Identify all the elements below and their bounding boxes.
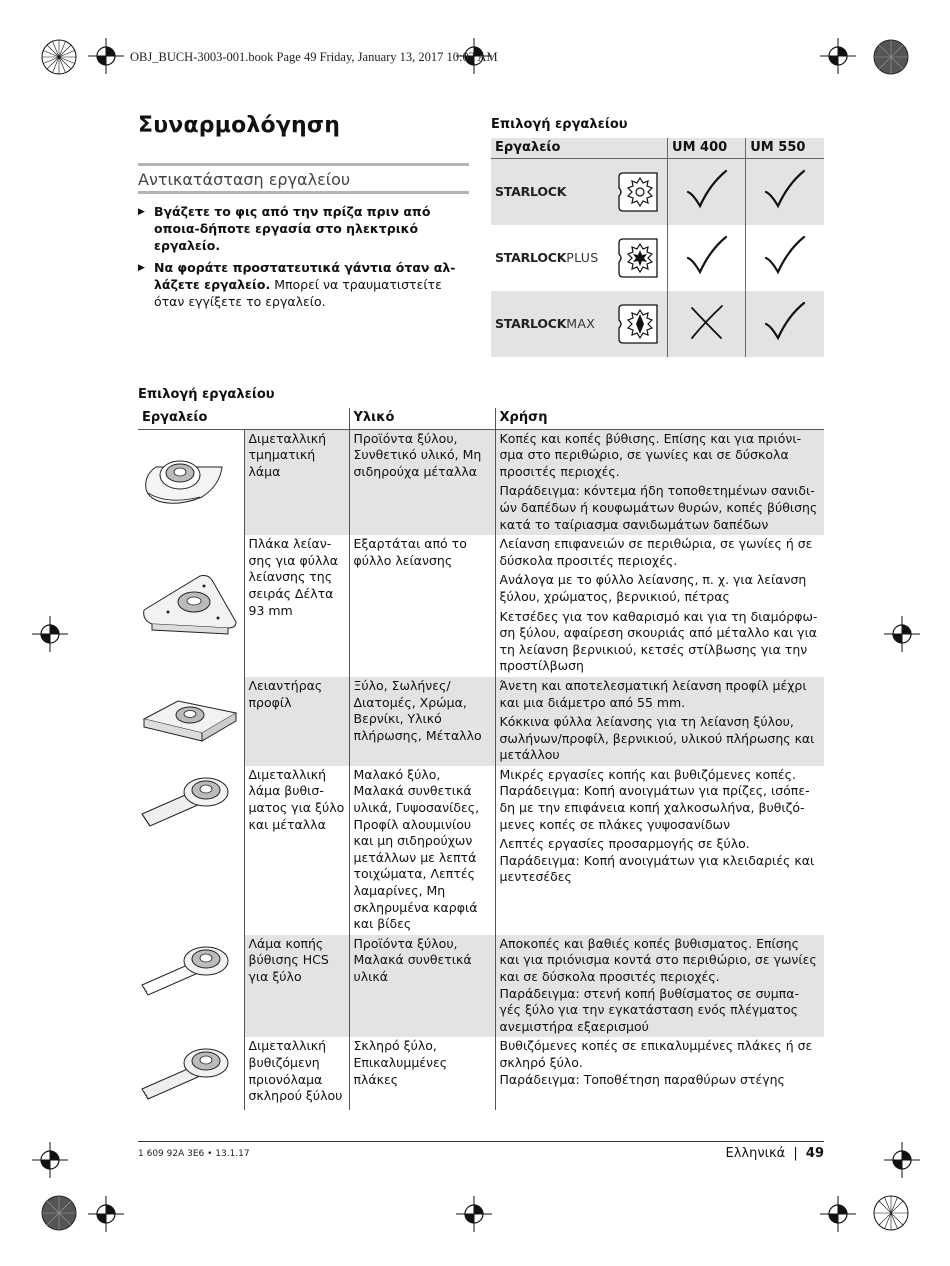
section-rule-top [138,163,469,166]
hcs-plunge-blade-icon [138,937,242,1001]
bullet-bold-text: Να φοράτε προστατευτικά γάντια όταν αλ-λάζετε εργαλείο. [154,260,456,292]
gray-registration-mark-icon [38,1192,80,1234]
use-paragraph: Άνετη και αποτελεσματική λείανση προφίλ μέχρι και μια διάμετρο από 55 mm. [499,677,807,710]
col-header-material: Υλικό [349,408,495,429]
crosshair-mark-icon [820,1196,856,1232]
tool-use [495,535,824,677]
table-row [138,766,824,935]
crosshair-mark-icon [32,616,68,652]
check-icon [685,234,729,278]
col-header-um400: UM 400 [668,138,746,158]
compat-table [491,138,824,357]
profile-sander-icon [138,687,242,751]
tool-material: Προϊόντα ξύλου, Μαλακά συνθετικά υλικά [349,935,495,1038]
tool-image-cell [138,766,244,935]
tool-use [495,1037,824,1110]
check-icon [763,300,807,344]
tool-image-cell [138,1037,244,1110]
registration-mark-icon [38,36,80,78]
use-paragraph: Αποκοπές και βαθιές κοπές βυθισματος. Επίσης και για πριόνισμα κοντά στο περιθώριο, σε γωνίες και σε δύσκολα προσιτές περιοχές. [499,935,817,984]
use-paragraph: Λεπτές εργασίες προσαρμογής σε ξύλο. [499,836,750,852]
tool-table-heading: Επιλογή εργαλείου [138,387,275,402]
safety-bullets [138,203,458,315]
check-icon [763,234,807,278]
compat-cell-um400 [668,291,746,357]
col-header-tool: Εργαλείο [491,138,668,158]
tool-image-cell [138,535,244,677]
use-paragraph: Κετσέδες για τον καθαρισμό και για τη διαμόρφω-ση ξύλου, αφαίρεση σκουριάς από μέταλλο και για τη λείανση βερνικιού, κετσές στίλβωσης για την προστίλβωση [499,608,818,674]
tool-table-header [138,408,824,429]
tool-name: Διμεταλλική τμηματική λάμα [244,429,349,535]
crosshair-mark-icon [884,616,920,652]
use-paragraph: Κόκκινα φύλλα λείανσης για τη λείανση ξύλου, σωλήνων/προφίλ, βερνικιού, υλικού πλήρωσης και μετάλλου [499,714,815,763]
tool-image-cell [138,935,244,1038]
compat-table-heading: Επιλογή εργαλείου [491,117,628,132]
compat-row-starlock [491,158,824,225]
col-header-tool: Εργαλείο [138,408,349,429]
starlock-plus-logo: STARLOCKPLUS [495,250,599,265]
tool-image-cell [138,429,244,535]
tool-table [138,408,824,1110]
starlock-max-mount-icon [617,301,663,347]
compat-row-starlock-max [491,291,824,357]
section-rule-bottom [138,191,469,194]
starlock-logo: STARLOCK [495,184,567,199]
use-paragraph: Παράδειγμα: Τοποθέτηση παραθύρων στέγης [499,1071,785,1087]
segment-saw-blade-icon [138,445,242,515]
page-number: 49 [805,1146,824,1161]
use-paragraph: Λείανση επιφανειών σε περιθώρια, σε γωνίες ή σε δύσκολα προσιτές περιοχές. [499,536,813,568]
doc-code: 1 609 92A 3E6 • 13.1.17 [138,1149,250,1159]
use-paragraph: Κοπές και κοπές βύθισης. Επίσης και για πριόνι-σμα στο περιθώριο, σε γωνίες και σε δύσκολα προσιτές περιοχές. [499,430,802,479]
tool-use [495,766,824,935]
compat-tool-cell [491,225,668,291]
tool-name: Λάμα κοπής βύθισης HCS για ξύλο [244,935,349,1038]
tool-name: Διμεταλλική βυθιζόμενη πριονόλαμα σκληρού ξύλου [244,1037,349,1110]
section-title: Αντικατάσταση εργαλείου [138,170,351,189]
table-row [138,935,824,1038]
starlock-max-logo: STARLOCKMAX [495,316,596,331]
compat-cell-um550 [746,225,824,291]
tool-use [495,429,824,535]
crosshair-mark-icon [32,1142,68,1178]
page-title: Συναρμολόγηση [138,113,341,138]
col-header-use: Χρήση [495,408,824,429]
crosshair-mark-icon [88,38,124,74]
tool-material: Ξύλο, Σωλήνες/Διατομές, Χρώμα, Βερνίκι, Υλικό πλήρωσης, Μέταλλο [349,677,495,766]
compat-table-header [491,138,824,158]
tool-name: Διμεταλλική λάμα βυθισ-ματος για ξύλο και μέταλλα [244,766,349,935]
check-icon [685,168,729,212]
compat-row-starlock-plus [491,225,824,291]
table-row [138,535,824,677]
tool-use [495,935,824,1038]
gray-registration-mark-icon [870,36,912,78]
footer-rule [138,1141,824,1142]
starlock-plus-mount-icon [617,235,663,281]
tool-use [495,677,824,766]
crosshair-mark-icon [88,1196,124,1232]
tool-material: Εξαρτάται από το φύλλο λείανσης [349,535,495,677]
tool-material: Προϊόντα ξύλου, Συνθετικό υλικό, Μη σιδηρούχα μέταλλα [349,429,495,535]
bullet-item [138,203,458,254]
crosshair-mark-icon [884,1142,920,1178]
bullet-text: Μπορεί να τραυματιστείτε όταν εγγίξετε το εργαλείο. [154,277,442,309]
compat-cell-um400 [668,158,746,225]
tool-name: Λειαντήρας προφίλ [244,677,349,766]
use-paragraph: Παράδειγμα: Κοπή ανοιγμάτων για κλειδαριές και μεντεσέδες [499,852,815,885]
compat-tool-cell [491,158,668,225]
crosshair-mark-icon [456,1196,492,1232]
col-header-um550: UM 550 [746,138,824,158]
hardwood-plunge-blade-icon [138,1039,242,1105]
compat-tool-cell [491,291,668,357]
page-footer [690,1146,824,1161]
tool-image-cell [138,677,244,766]
footer-separator: | [793,1146,798,1161]
use-paragraph: Μικρές εργασίες κοπής και βυθιζόμενες κοπές. [499,766,796,782]
table-row [138,1037,824,1110]
tool-material: Μαλακό ξύλο, Μαλακά συνθετικά υλικά, Γυψοσανίδες, Προφίλ αλουμινίου και μη σιδηρούχων μετάλλων με λεπτά τοιχώματα, Λεπτές λαμαρίνες, Μη σκληρυμένα καρφιά και βίδες [349,766,495,935]
tool-material: Σκληρό ξύλο, Επικαλυμμένες πλάκες [349,1037,495,1110]
bullet-item [138,259,458,310]
table-row [138,677,824,766]
footer-language: Ελληνικά [725,1146,786,1161]
compat-cell-um550 [746,158,824,225]
plunge-cut-blade-icon [138,770,242,834]
use-paragraph: Παράδειγμα: κόντεμα ήδη τοποθετημένων σανιδι-ών δαπέδων ή κουφωμάτων θυρών, κοπές βύθισης κατά το ταίριασμα σανιδωμάτων δαπέδων [499,483,818,532]
check-icon [763,168,807,212]
compat-cell-um400 [668,225,746,291]
registration-mark-icon [870,1192,912,1234]
use-paragraph: Παράδειγμα: στενή κοπή βυθίσματος σε συμπα-γές ξύλο για την εγκατάσταση ενός πλέγματος ανεμιστήρα εξαερισμού [499,985,799,1034]
compat-cell-um550 [746,291,824,357]
tool-name: Πλάκα λείαν-σης για φύλλα λείανσης της σειράς Δέλτα 93 mm [244,535,349,677]
starlock-mount-icon [617,169,663,215]
use-paragraph: Παράδειγμα: Κοπή ανοιγμάτων για πρίζες, ισόπε-δη με την επιφάνεια κοπή χαλκοσωλήνα, βυθιζό-μενες κοπές σε πλάκες γυψοσανίδων [499,783,810,832]
crosshair-mark-icon [820,38,856,74]
bullet-bold-text: Βγάζετε το φις από την πρίζα πριν από οποια-δήποτε εργασία στο ηλεκτρικό εργαλείο. [154,204,431,253]
table-row [138,429,824,535]
delta-sanding-plate-icon [138,564,242,644]
use-paragraph: Βυθιζόμενες κοπές σε επικαλυμμένες πλάκες ή σε σκληρό ξύλο. [499,1038,813,1070]
cross-icon [687,302,727,342]
print-header-line: OBJ_BUCH-3003-001.book Page 49 Friday, January 13, 2017 10:03 AM [130,50,498,64]
use-paragraph: Ανάλογα με το φύλλο λείανσης, π. χ. για λείανση ξύλου, χρώματος, βερνικιού, πέτρας [499,572,807,604]
